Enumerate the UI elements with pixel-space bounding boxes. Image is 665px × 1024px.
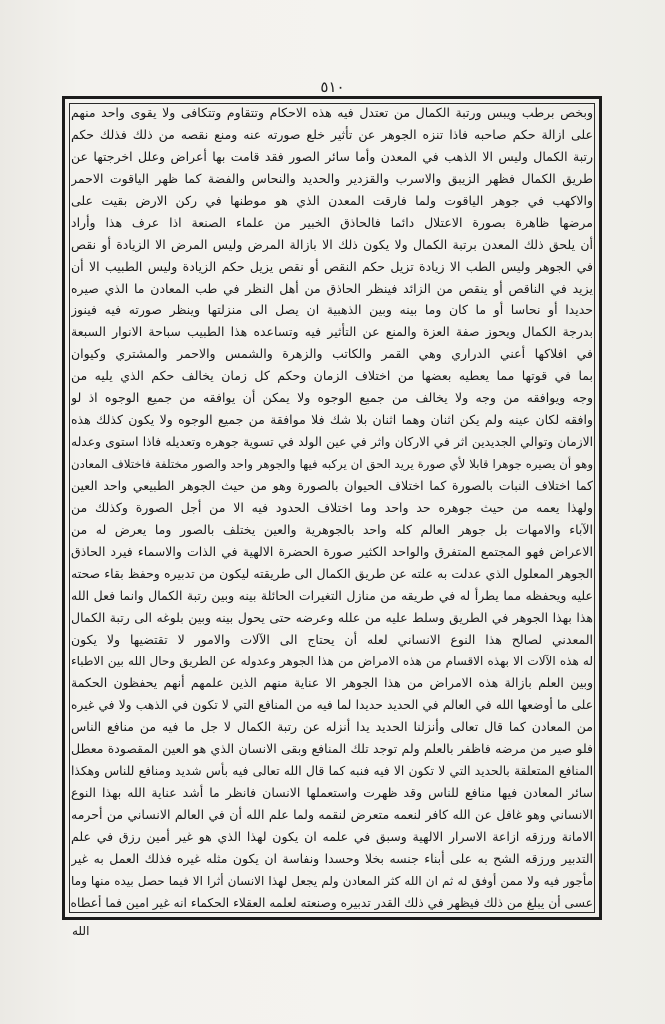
text-line: طريق الكمال فظهر الزيبق والاسرب والقزدير والحديد والنحاس والفضة كما ظهر الياقوت الاحمر [71,170,593,186]
text-line: فلو صير من مرضه فاظفر بالعلم ولم توجد تلك المنافع وبقى الانسان الذي هو العين المقصودة معطل [71,741,593,757]
text-line: في افلاكها أعني الدراري وهي القمر والكاتب والزهرة والشمس والاحمر والمشتري وكيوان [71,346,593,362]
text-line: والاكهب في جوهر الياقوت ولما فارقت المعدن الذي هو موطنها في ركن الارض بقيت على [71,192,593,208]
text-line: سائر المعادن فيها منافع للناس وقد ظهرت واستعملها الانسان فانظر ما أشد عناية الله بهذا النوع [71,785,593,801]
text-line: على ما أوضعها الله في العالم في الحديد حديدا لما فيه من المنافع التي لا تكون في الذهب ولا في غيره [71,698,593,713]
text-line: هذا بهذا الجوهر في الطريق وسلط عليه من علله وعرضه حتى يحول بينه وبين بلوغه الى رتبة الكمال [71,609,593,625]
text-line: الانساني وهو غافل عن الله كافر لنعمه متعرض لنقمه ولما علم الله أن في العالم الانساني من أحرمه [71,807,593,822]
text-line: وجه ويوافقه من وجه ولا يخالف من جميع الوجوه ولا يمكن أن يوافقه من جميع الوجوه اذ لو [71,390,593,406]
text-line: رتبة الكمال وليس الا الذهب في المعدن وأما سائر الصور فقد قامت بها أعراض وعلل اخرجتها عن [71,148,593,164]
text-line: عليه ويحفظه مما يطرأ له في طريقه من منازل التغيرات الحائلة بينه وبين رتبة الكمال وانما فعل الله [71,587,593,603]
text-line: الازمان وتوالي الجديدين اثر في الاركان واثر في عين الولد في تسوية جوهره وتعديله فاذا استوى وعدله [71,435,593,450]
text-line: المنافع المتعلقة بالحديد التي لا تكون الا فيه فنبه كما قال الله تعالى فيه بأس شديد ومنافع للناس وهكذا [71,764,593,779]
text-line: الآباء والامهات بل جوهر العالم كله واحد بالجوهرية والعين يختلف بالصور وما يعرض له من [71,521,593,537]
text-line: على ازالة حكم صاحبه فاذا تنزه الجوهر عن تأثير خلع صورته عنه ومنع نقصه من ذلك فذلك حكم [71,126,593,142]
text-line: بدرجة الكمال ويحوز صفة العزة والمنع عن التأثير فيه وتساعده هذا الطبيب سباحة الانوار السبعة [71,324,593,340]
text-frame [62,96,602,920]
text-line: حديدا أو نحاسا أو ما كان وما بينه وبين الذهبية ان يصل الى منزلتها وينظر صورته فيه فينوز [71,302,593,318]
text-line: وبين العلم بازالة هذه الامراض من هذا الجوهر الا عناية منهم الذين علمهم أنهم يحفظون الحكمة [71,675,593,691]
text-line: وبخص برطب ويبس ورتبة الكمال من تعتدل فيه هذه الاحكام وتتقاوم وتتكافى ولا يقوى واحد منهم [71,105,593,120]
text-line: الاعراض فهو المجتمع المتفرق والواحد الكثير صورة الحضرة الالهية في الذات والاسماء فيرد الحاذق [71,543,593,559]
text-line: وهو أن يصيره جوهرا قابلا لأي صورة يريد الحق ان يركبه فيها والجوهر واحد والصور مختلفة فاختلاف المعادن [71,457,593,471]
text-body [71,103,593,913]
text-line: كما اختلاف النبات بالصورة كما اختلاف الحيوان بالصورة وهو من حيث الجوهر الطبيعي واحد العين [71,477,593,493]
catchword: الله [72,924,90,938]
text-line: له هذه الآلات الا بهذه الاقسام من هذه الامراض من هذا الجوهر وعدوله عن الطريق وحال الله بين الاطباء [71,654,593,669]
page-number: ٥١٠ [320,78,345,96]
text-line: وافقه لكان عينه ولم يكن اثنان وهما اثنان بلا شك فلا موافقة من جميع الوجوه ولا يكون كذلك هذه [71,412,593,428]
text-line: الجوهر المعلول الذي عدلت به علته عن طريق الكمال الى طريقته ليكون من تدبيره وحفظ بقاء صحته [71,565,593,581]
text-line: يزيد في الناقص أو ينقص من الزائد فينظر الحاذق من أهل النظر في طب المعادن ما الذي صيره [71,280,593,296]
text-line: عسى أن يبلغ من ذلك فيظهر في ذلك القدر تدبيره وصنعته لعلمه العقلاء الحكماء انه غير امين فما أعطاه [71,895,593,910]
text-line: في الجوهر وليس الطب الا زيادة تزيل حكم النقص أو نقص يزيل حكم الزيادة وليس الطبيب الا أن [71,258,593,274]
text-line: الامانة ورزقه ازاعة الاسرار الالهية وسبق في علمه ان يكون لهذا الذي هو غير أمين رزق في علم [71,828,593,844]
text-line: من المعادن كما قال تعالى وأنزلنا الحديد يدا أنزله عن رتبة الكمال لا جل ما فيه من منافع الناس [71,719,593,735]
text-line: مأجور فيه ولا ممن أوفق له ثم ان الله كثر المعادن ولم يجعل لهذا الانسان أثرا الا فيما حصل بيده منها وما [71,873,593,888]
text-line: بما في قوتها مما يعطيه بعضها من اختلاف الزمان وحكم كل زمان يخالف حكم الذي يليه من [71,368,593,384]
text-line: التدبير ورزقه الشح به على أبناء جنسه بخلا وحسدا ونفاسة ان يكون مثله غيره فذلك العمل به غير [71,850,593,866]
text-line: أن يلحق ذلك المعدن برتبة الكمال ولا يكون ذلك الا بازالة المرض وليس المرض الا الزيادة أو نقص [71,236,593,252]
text-line: مرضها ظاهرة بصورة الاعتلال دائما فالحاذق الخبير من علماء الصنعة اذا عرف هذا وأراد [71,214,593,230]
text-line: ولهذا يعمه من حيث جوهره حد واحد وما اختلاف الحدود فيه الا من أجل الصورة وكذلك من [71,499,593,515]
text-line: المعدني لصالح هذا النوع الانساني لعله أن يحتاج الى الآلات والامور لا تقتضيها ولا يكون [71,631,593,647]
